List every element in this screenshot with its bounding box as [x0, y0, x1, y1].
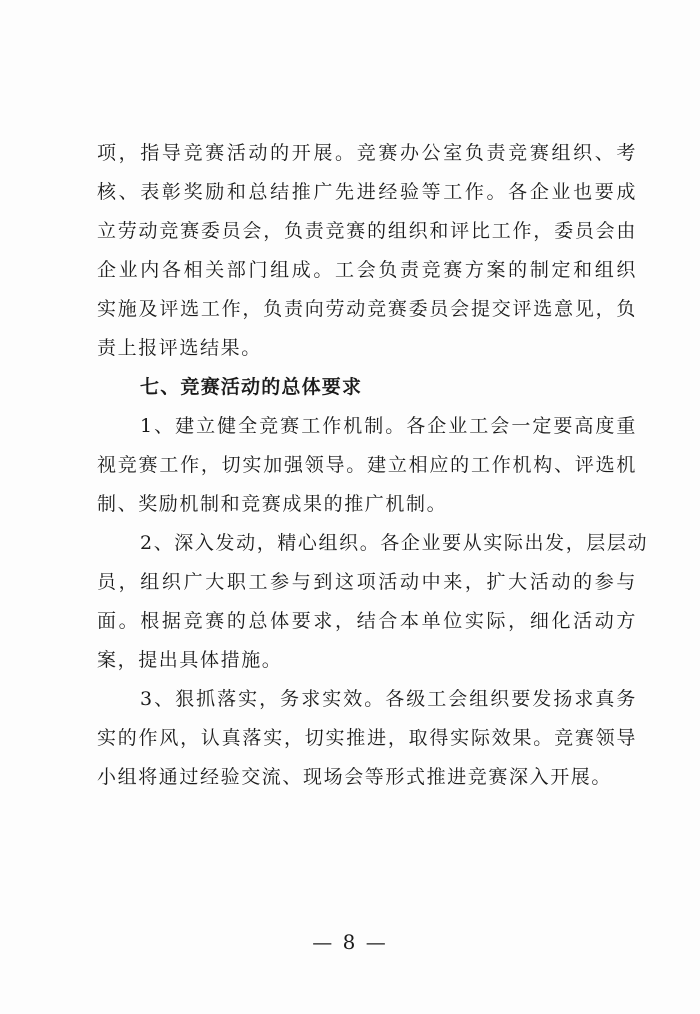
paragraph-1-line-5: 实施及评选工作，负责向劳动竞赛委员会提交评选意见，负 — [97, 298, 637, 320]
paragraph-1-line-1: 项，指导竞赛活动的开展。竞赛办公室负责竞赛组织、考 — [97, 142, 637, 164]
paragraph-1-line-2: 核、表彰奖励和总结推广先进经验等工作。各企业也要成 — [97, 181, 637, 203]
item-1-line-2: 视竞赛工作，切实加强领导。建立相应的工作机构、评选机 — [97, 454, 637, 476]
item-3-line-3: 小组将通过经验交流、现场会等形式推进竞赛深入开展。 — [97, 766, 613, 788]
item-3-line-2: 实的作风，认真落实，切实推进，取得实际效果。竞赛领导 — [97, 727, 637, 749]
item-2-line-2: 员，组织广大职工参与到这项活动中来，扩大活动的参与 — [97, 571, 637, 593]
item-2-line-3: 面。根据竞赛的总体要求，结合本单位实际，细化活动方 — [97, 610, 637, 632]
section-heading: 七、竞赛活动的总体要求 — [140, 376, 363, 398]
item-2-line-1: 2、深入发动，精心组织。各企业要从实际出发，层层动 — [140, 532, 649, 554]
item-3-line-1: 3、狠抓落实，务求实效。各级工会组织要发扬求真务 — [140, 688, 637, 710]
item-1-line-1: 1、建立健全竞赛工作机制。各企业工会一定要高度重 — [140, 415, 637, 437]
page-number: — 8 — — [312, 930, 388, 954]
paragraph-1-line-6: 责上报评选结果。 — [97, 337, 262, 359]
paragraph-1-line-4: 企业内各相关部门组成。工会负责竞赛方案的制定和组织 — [97, 259, 637, 281]
item-1-line-3: 制、奖励机制和竞赛成果的推广机制。 — [97, 493, 448, 515]
paragraph-1-line-3: 立劳动竞赛委员会，负责竞赛的组织和评比工作，委员会由 — [97, 220, 637, 242]
item-2-line-4: 案，提出具体措施。 — [97, 649, 283, 671]
